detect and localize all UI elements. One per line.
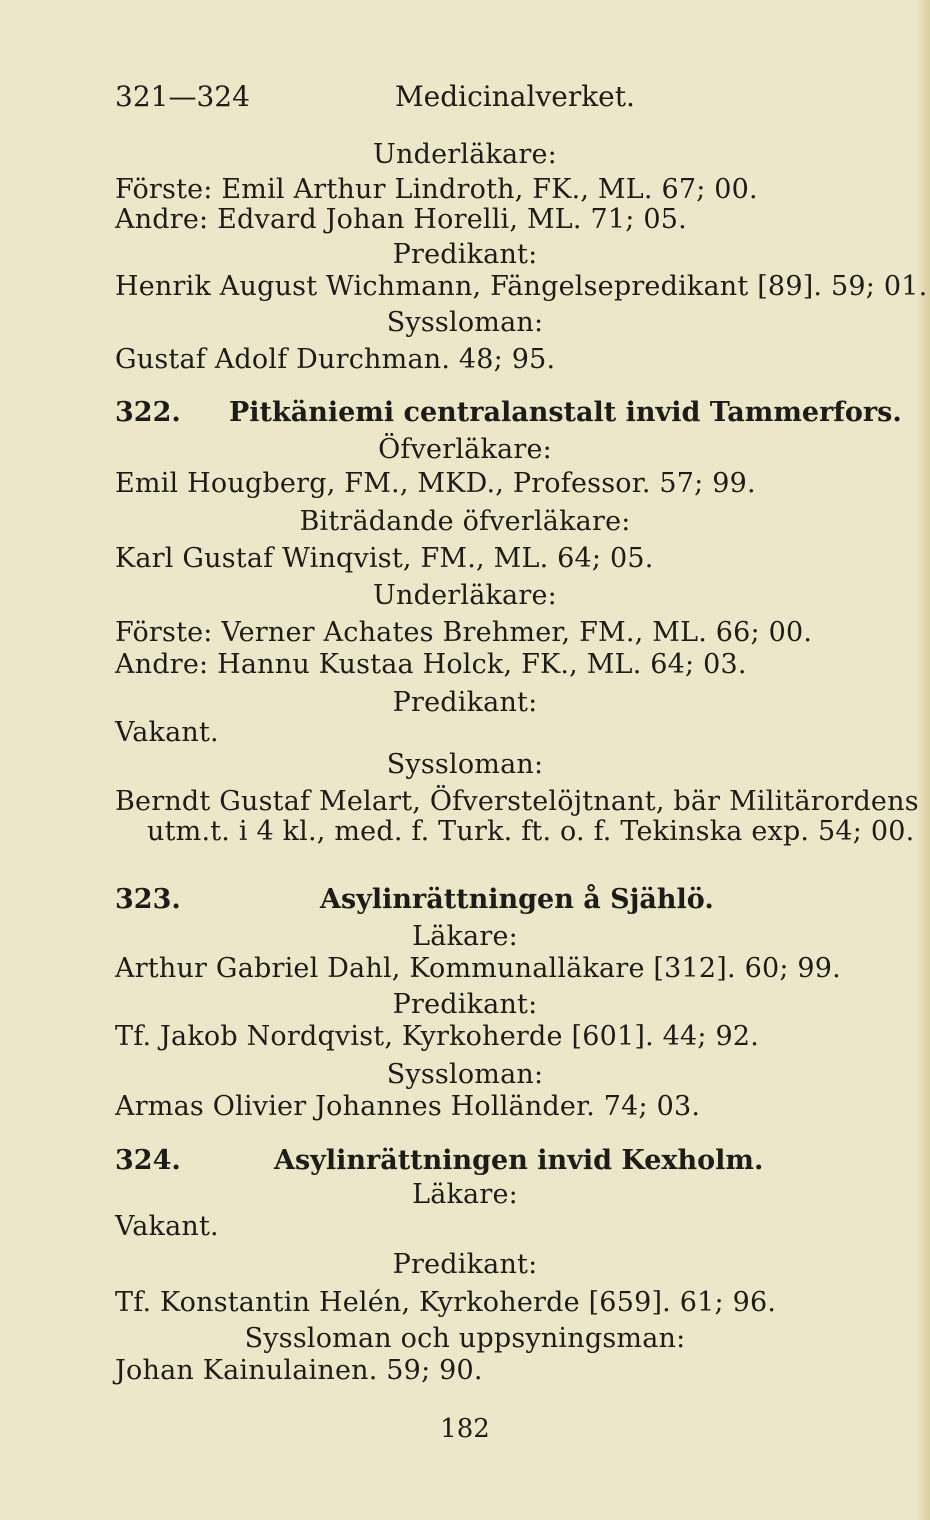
header-page-range: 321—324 [115,80,250,113]
entry-line: Andre: Hannu Kustaa Holck, FK., ML. 64; 03. [115,649,747,680]
section-title: Asylinrättningen invid Kexholm. [274,1145,764,1176]
entry-line: Andre: Edvard Johan Horelli, ML. 71; 05. [115,204,687,235]
entry-line: Armas Olivier Johannes Holländer. 74; 03. [115,1091,701,1122]
section-number: 323. [115,884,181,915]
role-heading: Öfverläkare: [378,434,552,465]
entry-line-continued: utm.t. i 4 kl., med. f. Turk. ft. o. f. Tekinska exp. 54; 00. [147,816,915,847]
role-heading: Underläkare: [373,139,557,170]
entry-line: Arthur Gabriel Dahl, Kommunalläkare [312]. 60; 99. [115,953,841,984]
role-heading: Läkare: [412,921,518,952]
header-title: Medicinalverket. [395,80,635,113]
role-heading: Syssloman: [386,749,544,780]
role-heading: Underläkare: [373,580,557,611]
entry-line: Henrik August Wichmann, Fängelsepredikant [89]. 59; 01. [115,271,928,302]
entry-line: Gustaf Adolf Durchman. 48; 95. [115,344,556,375]
role-heading: Syssloman: [386,1059,544,1090]
section-title: Pitkäniemi centralanstalt invid Tammerfors. [229,397,902,428]
role-heading: Läkare: [412,1179,518,1210]
running-header [115,80,635,114]
entry-line: Karl Gustaf Winqvist, FM., ML. 64; 05. [115,543,654,574]
section-number: 324. [115,1145,181,1176]
page-number: 182 [440,1414,490,1444]
role-heading: Predikant: [392,989,538,1020]
role-heading: Biträdande öfverläkare: [299,506,631,537]
entry-line: Vakant. [115,1211,219,1242]
role-heading: Predikant: [392,239,538,270]
entry-line: Berndt Gustaf Melart, Öfverstelöjtnant, bär Militärordens [115,786,919,817]
entry-line: Förste: Emil Arthur Lindroth, FK., ML. 67; 00. [115,174,758,205]
role-heading: Predikant: [392,1249,538,1280]
role-heading: Syssloman: [386,307,544,338]
entry-line: Tf. Konstantin Helén, Kyrkoherde [659]. 61; 96. [115,1287,777,1318]
role-heading: Predikant: [392,687,538,718]
entry-line: Johan Kainulainen. 59; 90. [115,1355,483,1386]
entry-line: Förste: Verner Achates Brehmer, FM., ML. 66; 00. [115,617,813,648]
section-number: 322. [115,397,181,428]
entry-line: Vakant. [115,717,219,748]
section-title: Asylinrättningen å Sjählö. [320,884,714,915]
role-heading: Syssloman och uppsyningsman: [244,1323,686,1354]
entry-line: Tf. Jakob Nordqvist, Kyrkoherde [601]. 44; 92. [115,1021,760,1052]
entry-line: Emil Hougberg, FM., MKD., Professor. 57; 99. [115,468,756,499]
